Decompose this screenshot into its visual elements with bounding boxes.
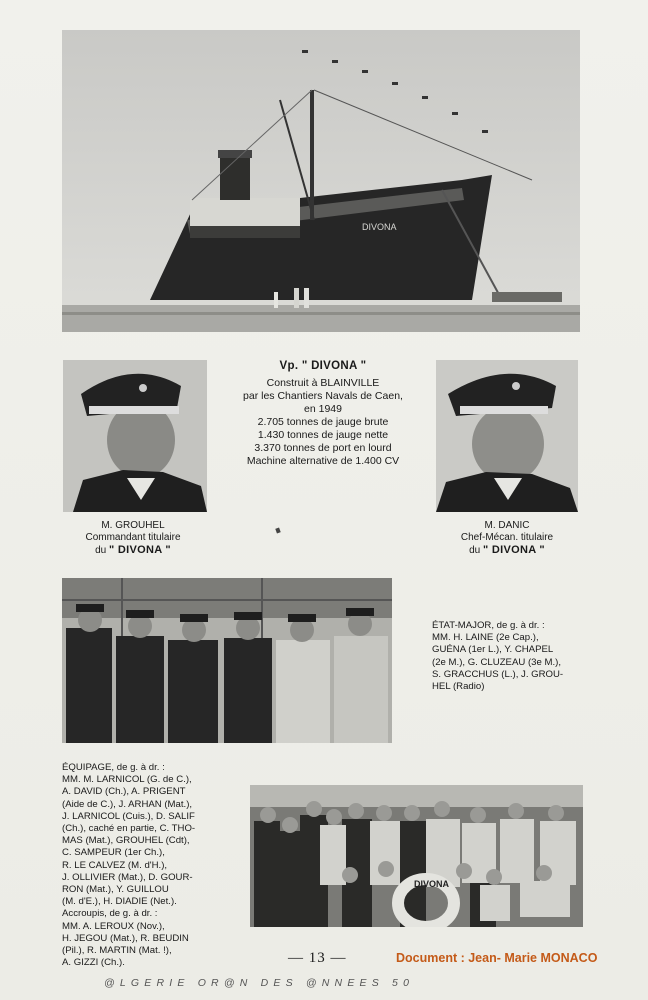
engineer-caption <box>430 520 584 557</box>
caption-line: GUÉNA (1er L.), Y. CHAPEL <box>432 644 554 656</box>
engineer-portrait <box>436 360 578 512</box>
caption-line: (Aide de C.), J. ARHAN (Mat.), <box>62 798 193 810</box>
caption-line: MAS (Mat.), GROUHEL (Cdt), <box>62 835 190 847</box>
caption-line: J. OLLIVIER (Mat.), D. GOUR- <box>62 871 193 883</box>
caption-line: (2e M.), G. CLUZEAU (3e M.), <box>432 656 562 668</box>
engineer-role: Chef-Mécan. titulaire <box>460 532 554 543</box>
caption-line: HEL (Radio) <box>432 681 485 693</box>
captain-ship-name: " DIVONA " <box>108 544 171 556</box>
captain-role: Commandant titulaire <box>85 532 181 543</box>
caption-line: MM. M. LARNICOL (G. de C.), <box>62 774 192 786</box>
caption-line: RON (Mat.), Y. GUILLOU <box>62 884 169 896</box>
caption-line: (Pil.), R. MARTIN (Mat. !), <box>62 945 172 957</box>
caption-line: A. DAVID (Ch.), A. PRIGENT <box>62 786 186 798</box>
spec-line: 2.705 tonnes de jauge brute <box>257 416 389 428</box>
print-speck <box>275 527 280 533</box>
hull-name-text: DIVONA <box>362 222 397 232</box>
spec-line: par les Chantiers Navals de Caen, <box>243 390 403 402</box>
spec-line: 3.370 tonnes de port en lourd <box>254 442 392 454</box>
spec-line: Construit à BLAINVILLE <box>266 377 380 389</box>
caption-line: ÉTAT-MAJOR, de g. à dr. : <box>432 620 545 631</box>
caption-line: J. LARNICOL (Cuis.), D. SALIF <box>62 810 195 822</box>
engineer-ship-name: " DIVONA " <box>482 544 545 556</box>
crew-group-photo <box>250 785 583 927</box>
caption-line: A. GIZZI (Ch.). <box>62 957 125 969</box>
spec-line: 1.430 tonnes de jauge nette <box>257 429 389 441</box>
caption-line: ÉQUIPAGE, de g. à dr. : <box>62 762 165 773</box>
caption-line: H. JEGOU (Mat.), R. BEUDIN <box>62 932 189 944</box>
ship-name-heading: Vp. " DIVONA " <box>279 360 367 372</box>
captain-caption <box>58 520 208 557</box>
caption-line: MM. A. LEROUX (Nov.), <box>62 920 165 932</box>
engineer-name: M. DANIC <box>484 520 530 531</box>
captain-portrait <box>63 360 207 512</box>
engineer-role-prefix: du <box>469 545 483 556</box>
caption-line: C. SAMPEUR (1er Ch.), <box>62 847 165 859</box>
officers-caption <box>432 620 588 693</box>
ship-illustration <box>62 30 580 332</box>
caption-line: (M. d'E.), H. DIADIE (Net.). <box>62 896 177 908</box>
caption-line: Accroupis, de g. à dr. : <box>62 908 158 920</box>
portrait-illustration <box>63 360 207 512</box>
document-credit: Document : Jean- Marie MONACO <box>396 951 598 965</box>
group-illustration <box>250 785 583 927</box>
ship-photo <box>62 30 580 332</box>
captain-role-prefix: du <box>95 545 109 556</box>
lifebuoy-text: DIVONA <box>414 879 450 889</box>
crew-caption <box>62 762 238 969</box>
caption-line: (Ch.), caché en partie, C. THO- <box>62 823 196 835</box>
officers-group-photo <box>62 578 392 743</box>
spec-line: Machine alternative de 1.400 CV <box>246 455 400 467</box>
site-footer: @LGERIE OR@N DES @NNEES 50 <box>104 977 415 989</box>
caption-line: MM. H. LAINE (2e Cap.), <box>432 632 539 644</box>
caption-line: R. LE CALVEZ (M. d'H.), <box>62 859 168 871</box>
spec-line: en 1949 <box>304 403 342 415</box>
ship-specs <box>220 360 426 468</box>
page-number: — 13 — <box>288 950 347 966</box>
caption-line: S. GRACCHUS (L.), J. GROU- <box>432 668 564 680</box>
portrait-illustration <box>436 360 578 512</box>
group-illustration <box>62 578 392 743</box>
captain-name: M. GROUHEL <box>101 520 165 531</box>
